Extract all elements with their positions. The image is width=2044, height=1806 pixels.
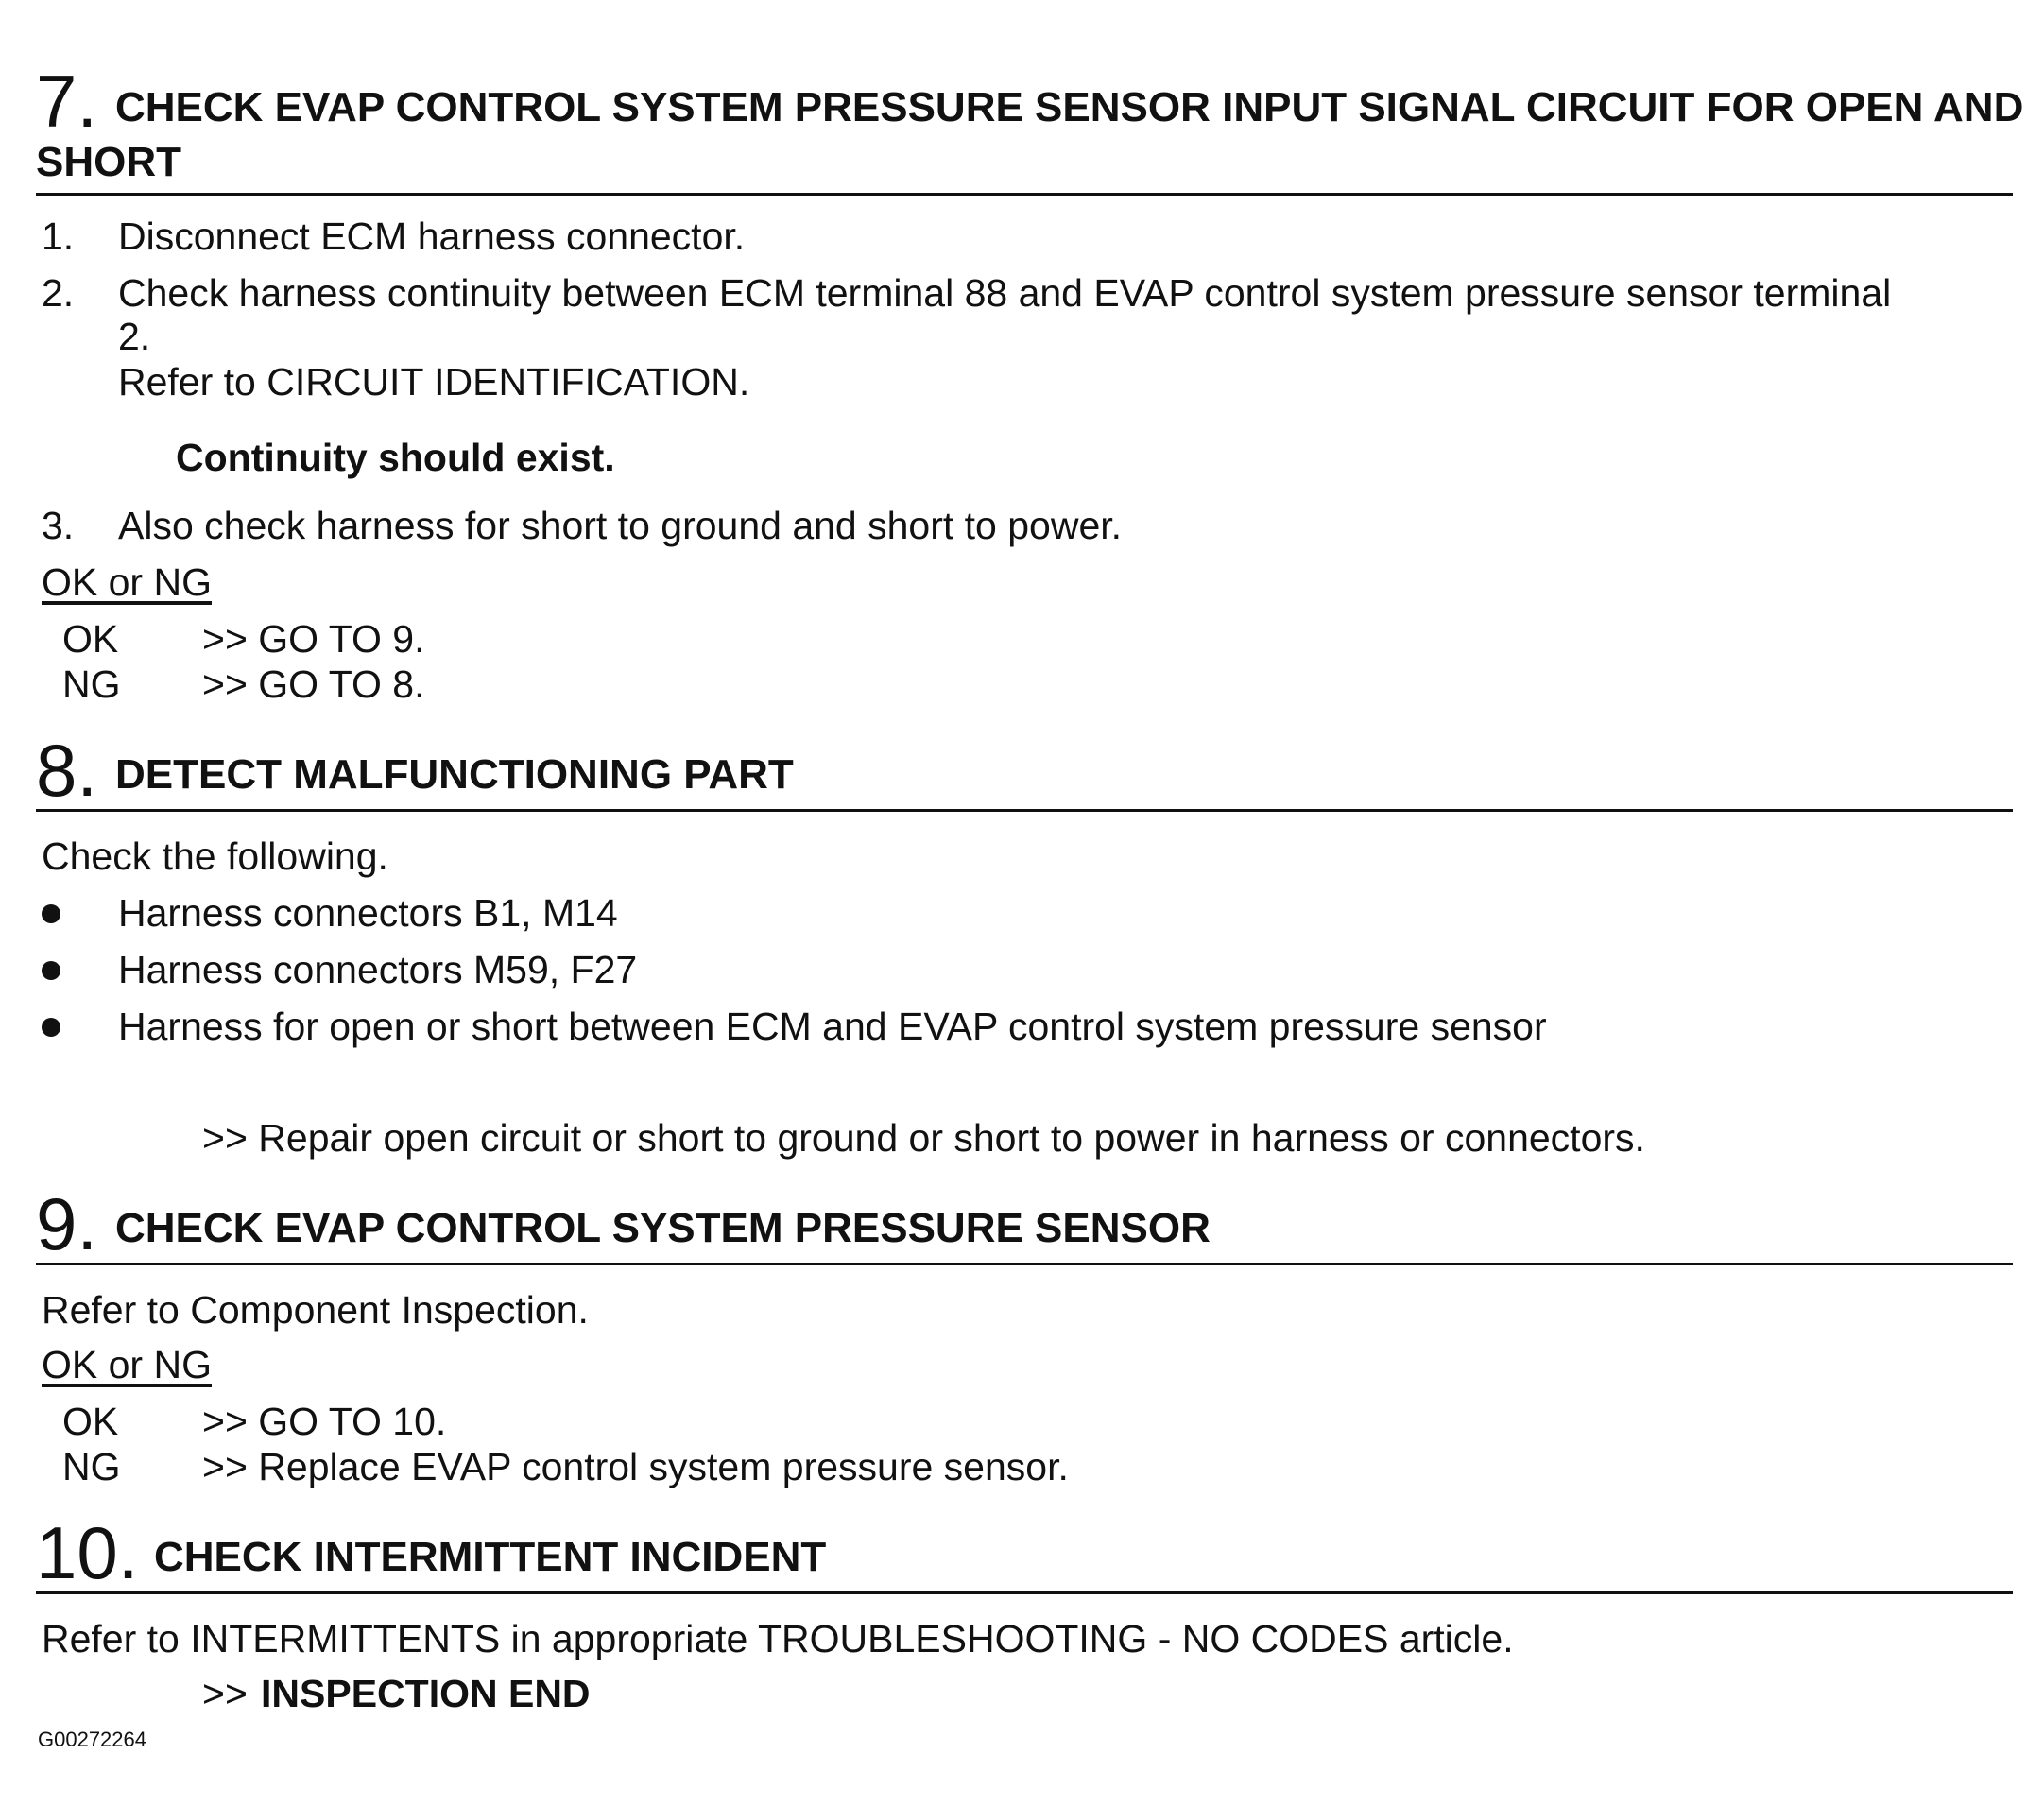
step-7-item-2-number: 2. [42, 271, 75, 315]
step-7-item-1-text: Disconnect ECM harness connector. [118, 215, 746, 258]
step-8-divider [36, 809, 2013, 812]
step-10-action: INSPECTION END [261, 1672, 591, 1715]
step-9-result-ng-status: NG [62, 1445, 121, 1488]
step-7-item-3-text: Also check harness for short to ground and short to power. [118, 504, 1123, 547]
step-7-item-1-number: 1. [42, 215, 75, 258]
step-9-divider [36, 1263, 2013, 1265]
step-10-number: 10. [36, 1511, 139, 1594]
step-7-spec: Continuity should exist. [176, 436, 615, 479]
step-10-title: CHECK INTERMITTENT INCIDENT [154, 1534, 827, 1580]
step-7-title: CHECK EVAP CONTROL SYSTEM PRESSURE SENSOR INPUT SIGNAL CIRCUIT FOR OPEN AND [115, 84, 2024, 130]
step-8-action: >> Repair open circuit or short to ground or short to power in harness or connectors. [202, 1116, 1645, 1160]
step-7-item-2-text-cont: 2. [118, 315, 151, 358]
step-7-result-ok-status: OK [62, 617, 119, 661]
step-7-result-label: OK or NG [42, 560, 212, 604]
step-7-item-2-text: Check harness continuity between ECM terminal 88 and EVAP control system pressure sensor terminal [118, 271, 1892, 315]
step-7-result-ok-action: >> GO TO 9. [202, 617, 425, 661]
step-9-intro: Refer to Component Inspection. [42, 1288, 589, 1332]
step-8-number: 8. [36, 729, 98, 812]
step-8-intro: Check the following. [42, 834, 388, 878]
step-9-result-label: OK or NG [42, 1343, 212, 1386]
step-8-bullet-1-dot [42, 904, 60, 923]
step-8-bullet-1-text: Harness connectors B1, M14 [118, 891, 618, 935]
step-9-result-ng-action: >> Replace EVAP control system pressure sensor. [202, 1445, 1069, 1488]
step-7-item-2-reference: Refer to CIRCUIT IDENTIFICATION. [118, 360, 750, 404]
step-8-bullet-3-text: Harness for open or short between ECM and EVAP control system pressure sensor [118, 1005, 1547, 1048]
step-7-item-3-number: 3. [42, 504, 75, 547]
step-8-bullet-2-text: Harness connectors M59, F27 [118, 948, 638, 991]
step-7-result-ng-action: >> GO TO 8. [202, 662, 425, 706]
figure-id: G00272264 [38, 1728, 146, 1751]
step-8-bullet-2-dot [42, 961, 60, 980]
step-9-result-ok-action: >> GO TO 10. [202, 1400, 447, 1443]
step-8-bullet-3-dot [42, 1018, 60, 1037]
step-7-divider [36, 193, 2013, 196]
step-10-divider [36, 1591, 2013, 1594]
step-9-title: CHECK EVAP CONTROL SYSTEM PRESSURE SENSOR [115, 1205, 1211, 1251]
step-7-number: 7. [36, 60, 98, 143]
step-10-intro: Refer to INTERMITTENTS in appropriate TROUBLESHOOTING - NO CODES article. [42, 1617, 1514, 1660]
step-10-action-prefix: >> [202, 1672, 248, 1715]
step-9-number: 9. [36, 1182, 98, 1265]
step-8-title: DETECT MALFUNCTIONING PART [115, 751, 794, 798]
step-9-result-ok-status: OK [62, 1400, 119, 1443]
step-7-result-ng-status: NG [62, 662, 121, 706]
step-7-title-cont: SHORT [36, 139, 181, 185]
